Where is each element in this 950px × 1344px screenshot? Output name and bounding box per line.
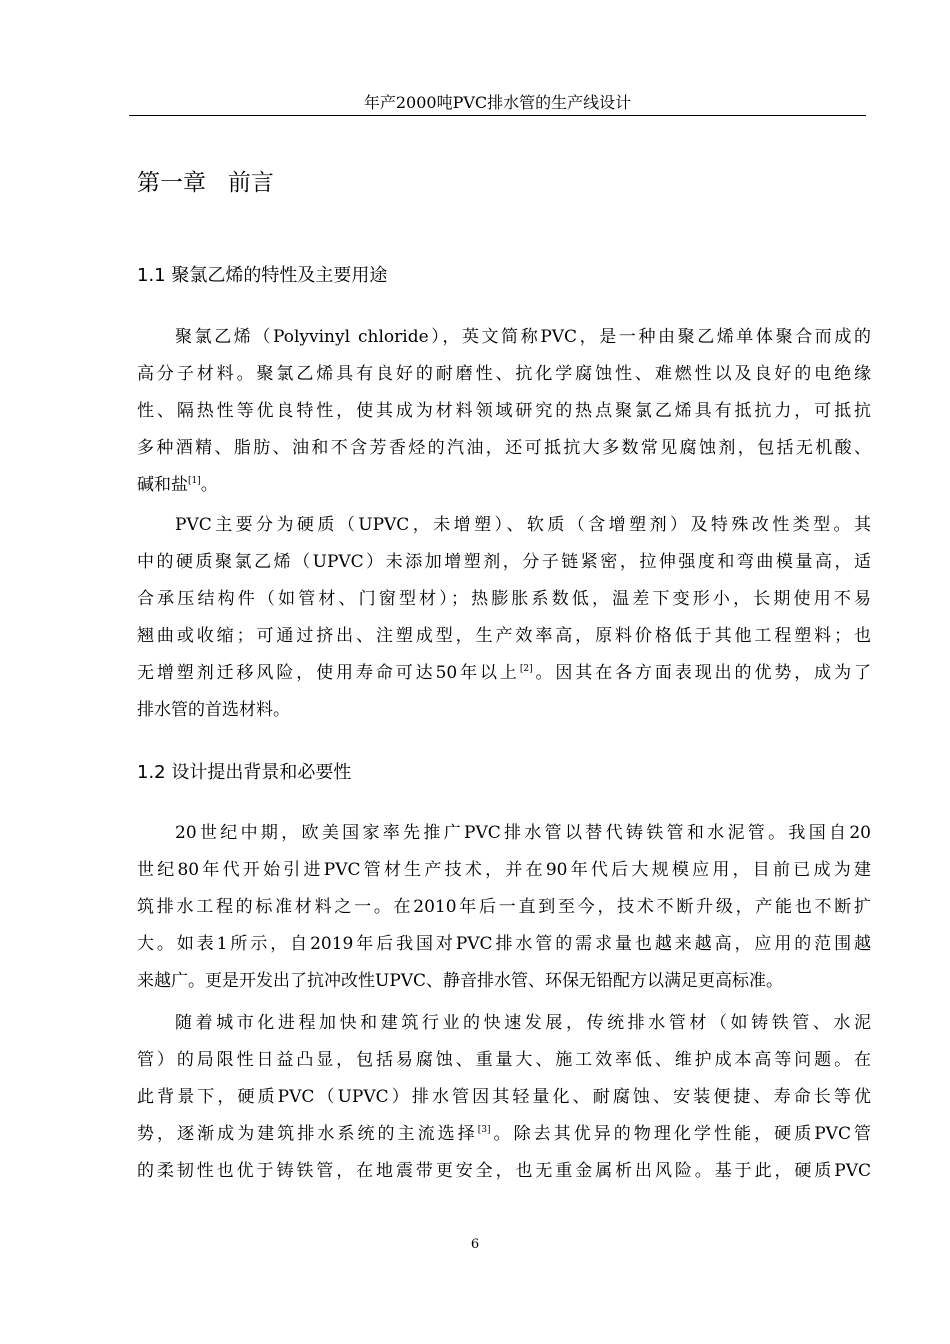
paragraph-pvc-types xyxy=(137,507,871,729)
paragraph-line: 中的硬质聚氯乙烯（UPVC）未添加增塑剂，分子链紧密，拉伸强度和弯曲模量高，适 xyxy=(137,552,871,572)
paragraph-line: 来越广。更是开发出了抗冲改性UPVC、静音排水管、环保无铅配方以满足更高标准。 xyxy=(137,971,784,991)
paragraph-line xyxy=(137,467,871,504)
paragraph-line: 多种酒精、脂肪、油和不含芳香烃的汽油，还可抵抗大多数常见腐蚀剂，包括无机酸、 xyxy=(137,438,871,458)
paragraph-line: 世纪80年代开始引进PVC管材生产技术，并在90年代后大规模应用，目前已成为建 xyxy=(137,860,871,880)
paragraph-line: 合承压结构件（如管材、门窗型材）；热膨胀系数低，温差下变形小，长期使用不易 xyxy=(137,589,871,609)
line-text: 。因其在各方面表现出的优势，成为了 xyxy=(532,663,871,683)
paragraph-history xyxy=(137,815,871,1000)
citation-ref-3: [3] xyxy=(477,1125,491,1135)
paragraph-line: 筑排水工程的标准材料之一。在2010年后一直到至今，技术不断升级，产能也不断扩 xyxy=(137,897,871,917)
line-text: 无增塑剂迁移风险，使用寿命可达50年以上 xyxy=(137,663,520,683)
paragraph-line: 翘曲或收缩；可通过挤出、注塑成型，生产效率高，原料价格低于其他工程塑料；也 xyxy=(137,626,871,646)
paragraph-line: 随着城市化进程加快和建筑行业的快速发展，传统排水管材（如铸铁管、水泥 xyxy=(175,1013,871,1033)
line-text: 。 xyxy=(200,475,218,495)
citation-ref-2: [2] xyxy=(519,664,533,674)
paragraph-line: 排水管的首选材料。 xyxy=(137,700,290,720)
paragraph-line: 高分子材料。聚氯乙烯具有良好的耐磨性、抗化学腐蚀性、难燃性以及良好的电绝缘 xyxy=(137,364,871,384)
paragraph-line: 此背景下，硬质PVC（UPVC）排水管因其轻量化、耐腐蚀、安装便捷、寿命长等优 xyxy=(137,1087,871,1107)
paragraph-pvc-definition xyxy=(137,319,871,504)
paragraph-line: 的柔韧性也优于铸铁管，在地震带更安全，也无重金属析出风险。基于此，硬质PVC xyxy=(137,1161,871,1181)
paragraph-line xyxy=(137,1116,871,1153)
paragraph-background xyxy=(137,1005,871,1190)
line-text: 势，逐渐成为建筑排水系统的主流选择 xyxy=(137,1124,478,1144)
header-rule xyxy=(129,115,866,116)
line-text: 碱和盐 xyxy=(137,475,188,495)
paragraph-line: 聚氯乙烯（Polyvinyl chloride），英文简称PVC，是一种由聚乙烯单体聚合而成的 xyxy=(175,327,871,347)
section-title-1-2: 1.2 设计提出背景和必要性 xyxy=(137,762,352,783)
paragraph-line: 管）的局限性日益凸显，包括易腐蚀、重量大、施工效率低、维护成本高等问题。在 xyxy=(137,1050,871,1070)
section-title-1-1: 1.1 聚氯乙烯的特性及主要用途 xyxy=(137,265,388,286)
citation-ref-1: [1] xyxy=(188,476,201,486)
running-header: 年产2000吨PVC排水管的生产线设计 xyxy=(363,93,632,112)
chapter-title: 第一章 前言 xyxy=(137,170,274,196)
paragraph-line: 大。如表1所示，自2019年后我国对PVC排水管的需求量也越来越高，应用的范围越 xyxy=(137,934,871,954)
paragraph-line: 20世纪中期，欧美国家率先推广PVC排水管以替代铸铁管和水泥管。我国自20 xyxy=(175,823,871,843)
paragraph-line: 性、隔热性等优良特性，使其成为材料领域研究的热点聚氯乙烯具有抵抗力，可抵抗 xyxy=(137,401,871,421)
line-text: 。除去其优异的物理化学性能，硬质PVC管 xyxy=(490,1124,872,1144)
paragraph-line xyxy=(137,655,871,692)
paragraph-line: PVC主要分为硬质（UPVC，未增塑）、软质（含增塑剂）及特殊改性类型。其 xyxy=(175,515,871,535)
page-number: 6 xyxy=(470,1237,480,1252)
